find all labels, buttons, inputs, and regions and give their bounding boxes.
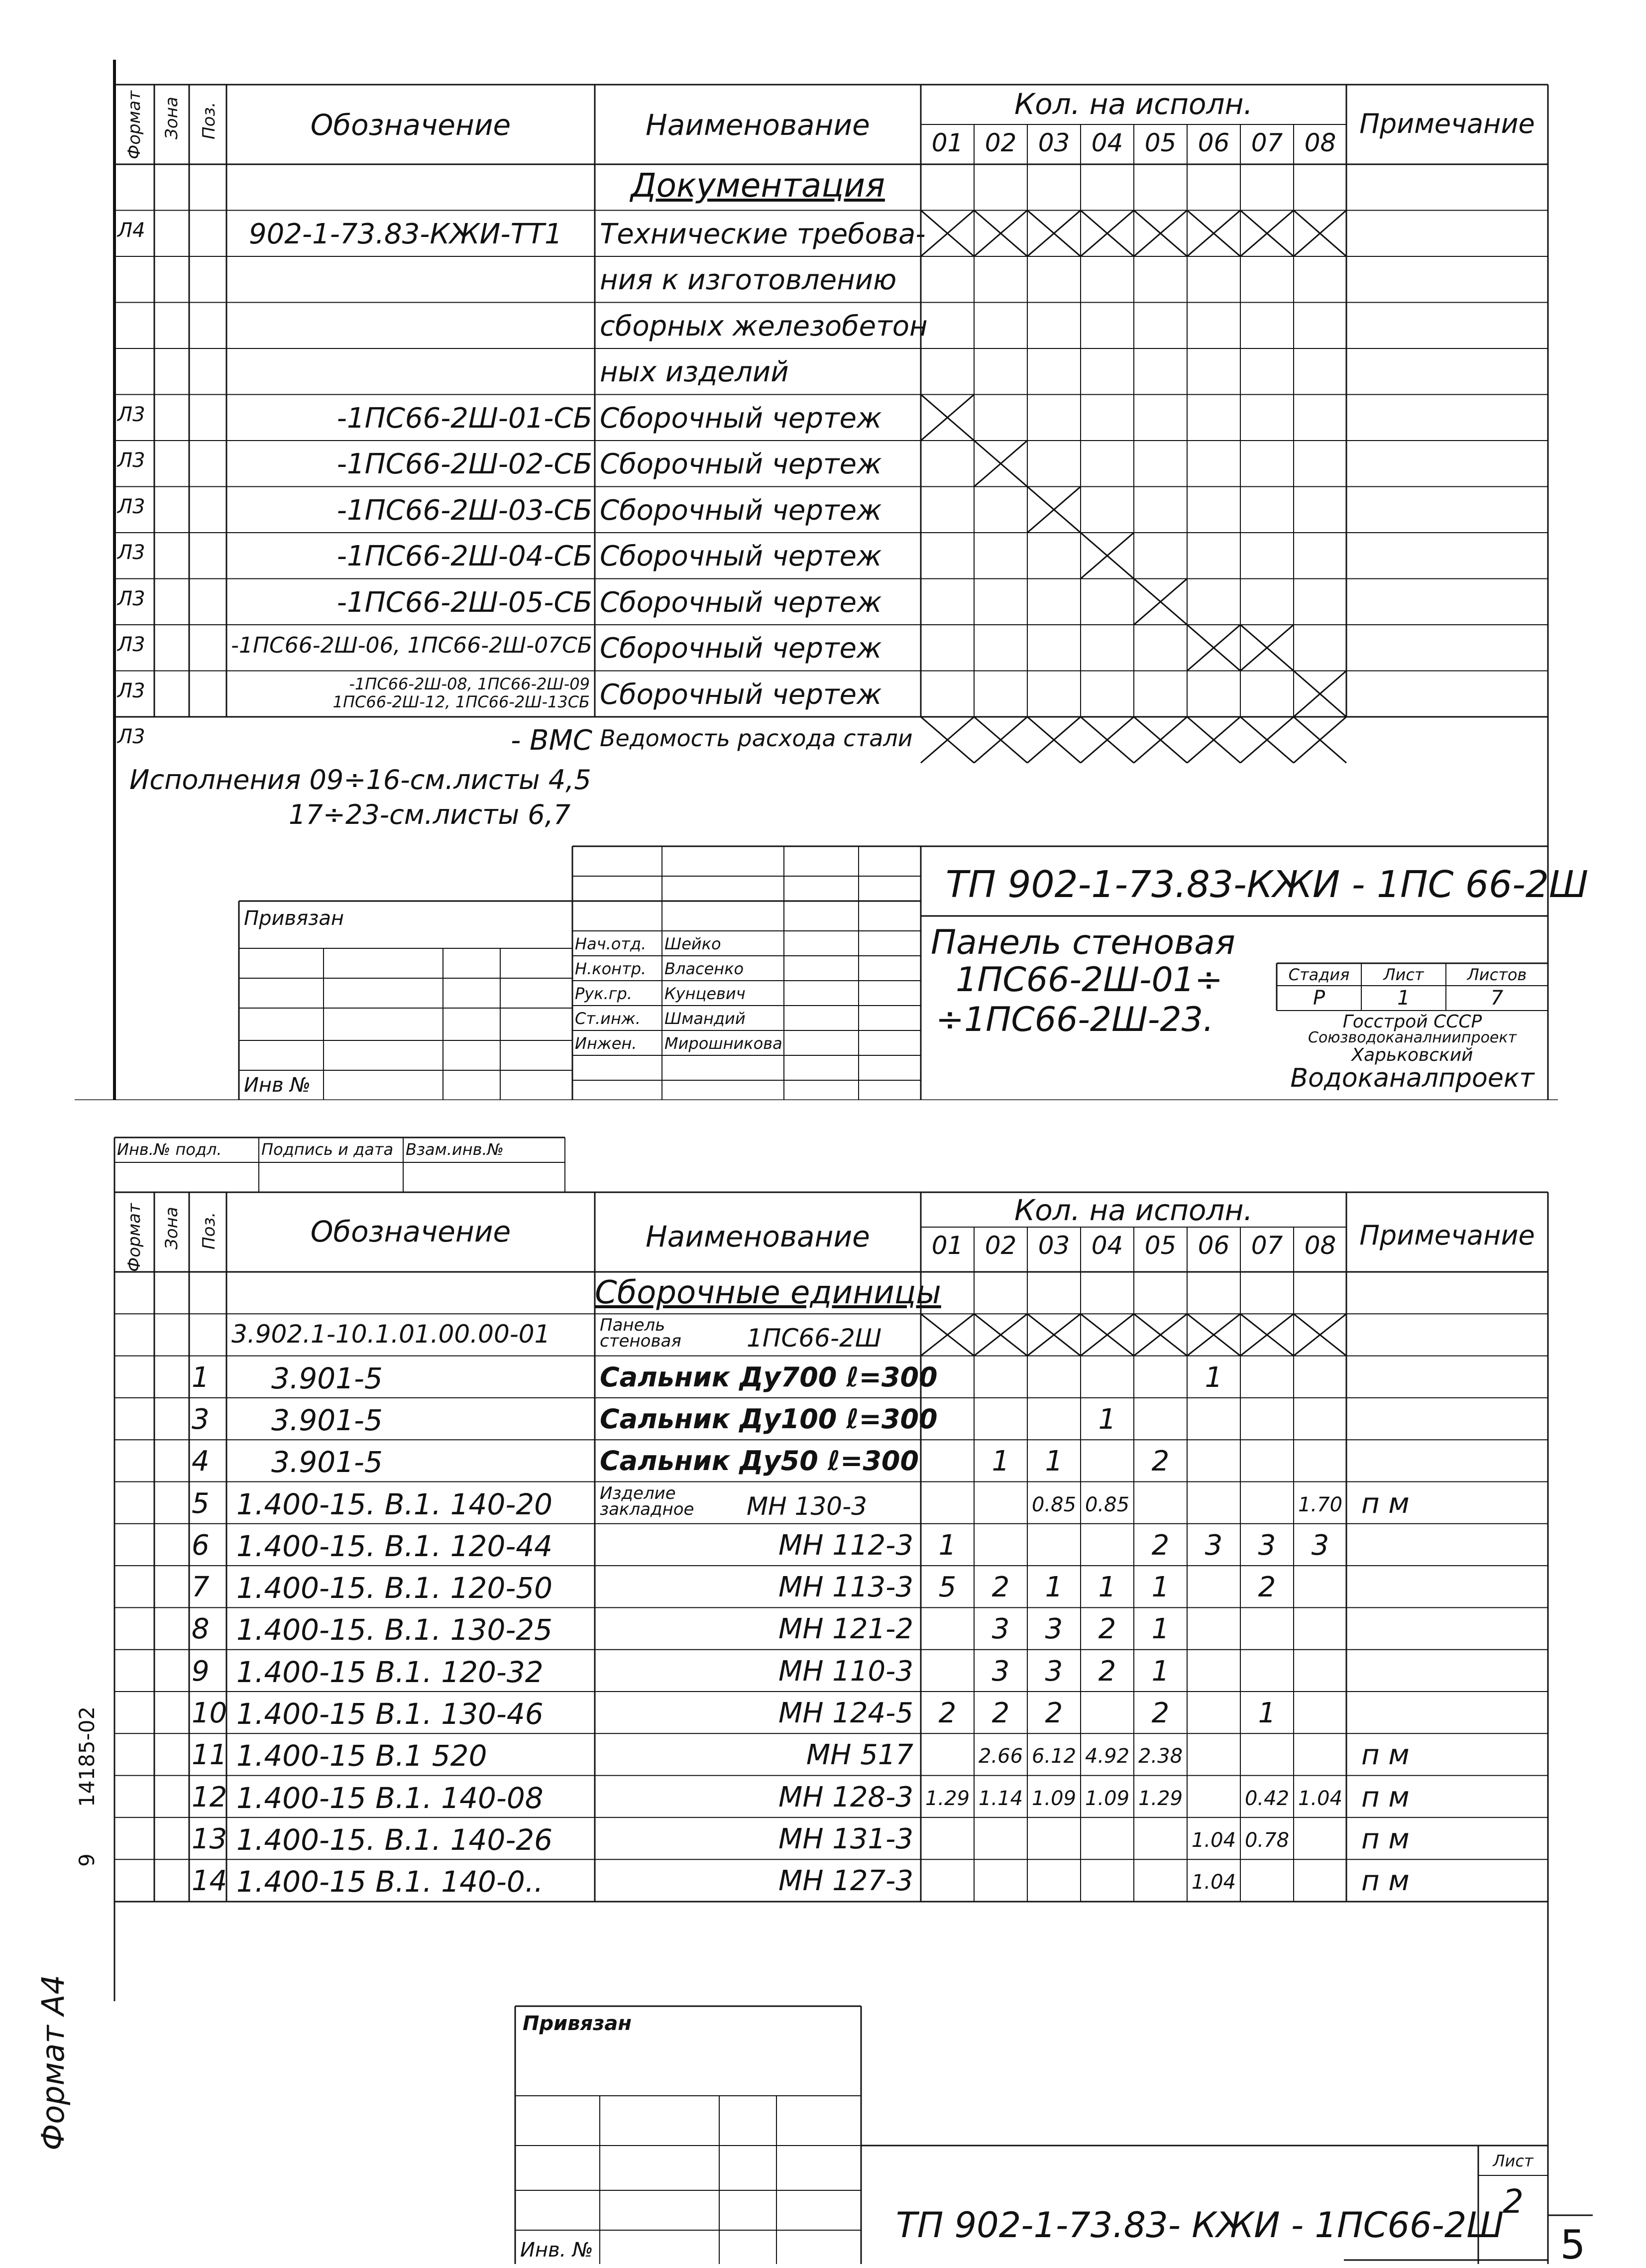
attached-label: Привязан xyxy=(244,907,344,930)
row-note: п м xyxy=(1361,1781,1410,1814)
qty-cell: 1 xyxy=(1098,1403,1116,1436)
row-name: Сборочный чертеж xyxy=(600,448,882,480)
row-name: Сальник Ду100 ℓ=300 xyxy=(600,1403,938,1435)
row-name: ных изделий xyxy=(600,356,789,388)
sheet-value: 1 xyxy=(1397,987,1410,1010)
header-pos: Поз. xyxy=(199,102,219,139)
sheet-label: Лист xyxy=(1383,965,1424,984)
qty-cell: 1 xyxy=(1151,1655,1170,1688)
row-designation: 1.400-15 В.1 520 xyxy=(236,1739,487,1773)
variant-07: 07 xyxy=(1251,128,1283,157)
row-designation: 3.901-5 xyxy=(271,1445,383,1479)
variant-02: 02 xyxy=(985,128,1017,157)
row-designation: - ВМС xyxy=(511,724,592,757)
org-line-4: Водоканалпроект xyxy=(1290,1063,1535,1093)
title-code: ТП 902-1-73.83-КЖИ - 1ПС 66-2Ш xyxy=(946,863,1588,906)
variant-01: 01 xyxy=(931,1231,964,1260)
qty-cell: 4.92 xyxy=(1085,1745,1130,1768)
row-name: МН 110-3 xyxy=(778,1655,913,1688)
row-note: п м xyxy=(1361,1822,1410,1855)
row-pos: 13 xyxy=(192,1822,227,1855)
row-designation: 1.400-15. В.1. 140-26 xyxy=(236,1822,553,1857)
qty-cell: 1 xyxy=(1098,1571,1116,1604)
qty-cell: 2 xyxy=(1258,1571,1276,1604)
row-pos: 6 xyxy=(192,1529,210,1562)
row-name: МН 128-3 xyxy=(778,1781,913,1814)
attached-label-2: Привязан xyxy=(523,2012,632,2035)
row-format: Л3 xyxy=(117,587,145,610)
row-format: Л3 xyxy=(117,633,145,656)
variant-06: 06 xyxy=(1198,1231,1230,1260)
header-format: Формат xyxy=(124,91,144,159)
row-name: МН 517 xyxy=(806,1739,913,1772)
qty-cell: 1.04 xyxy=(1298,1787,1343,1810)
qty-cell: 1 xyxy=(1045,1571,1063,1604)
sheets-value: 7 xyxy=(1490,987,1504,1010)
role-label: Инжен. xyxy=(575,1034,637,1053)
row-pos: 4 xyxy=(192,1445,210,1478)
qty-cell: 1 xyxy=(938,1529,957,1562)
row-name: 1ПС66-2Ш xyxy=(747,1324,882,1353)
qty-cell: 2 xyxy=(1098,1613,1116,1646)
header-designation: Обозначение xyxy=(310,108,511,142)
inv-label: Инв № xyxy=(244,1074,311,1097)
top-label: Подпись и дата xyxy=(261,1140,394,1159)
row-pos: 9 xyxy=(192,1655,210,1688)
org-line-3: Харьковский xyxy=(1351,1045,1473,1065)
header-note: Примечание xyxy=(1359,108,1535,139)
qty-cell: 1.29 xyxy=(925,1787,970,1810)
qty-cell: 0.42 xyxy=(1244,1787,1290,1810)
qty-cell: 2 xyxy=(1045,1697,1063,1729)
row-name: сборных железобетон xyxy=(600,310,928,342)
row-name: ния к изготовлению xyxy=(600,264,897,296)
row-designation: 1.400-15 В.1. 120-32 xyxy=(236,1655,544,1689)
row-pos: 5 xyxy=(192,1487,210,1520)
header-qty-2: Кол. на исполн. xyxy=(1014,1193,1253,1227)
header-zone: Зона xyxy=(162,97,182,139)
qty-cell: 3 xyxy=(991,1613,1010,1646)
qty-cell: 3 xyxy=(1045,1655,1063,1688)
title-line-2: 1ПС66-2Ш-01÷ xyxy=(956,960,1223,1000)
role-label: Рук.гр. xyxy=(575,984,633,1003)
row-pos: 7 xyxy=(192,1571,210,1604)
org-line-2: Союзводоканалниипроект xyxy=(1308,1029,1517,1046)
row-name: Сборочный чертеж xyxy=(600,402,882,435)
role-label: Нач.отд. xyxy=(575,934,647,953)
qty-cell: 2 xyxy=(1098,1655,1116,1688)
row-designation: 1.400-15. В.1. 130-25 xyxy=(236,1613,553,1647)
qty-cell: 3 xyxy=(991,1655,1010,1688)
header-zone-2: Зона xyxy=(162,1207,182,1249)
variant-07: 07 xyxy=(1251,1231,1283,1260)
qty-cell: 1.29 xyxy=(1138,1787,1183,1810)
header-qty: Кол. на исполн. xyxy=(1014,87,1253,121)
code-2: ТП 902-1-73.83- КЖИ - 1ПС66-2Ш xyxy=(896,2205,1504,2246)
row-format: Л3 xyxy=(117,725,145,748)
row-pos: 10 xyxy=(192,1697,227,1729)
qty-cell: 2.66 xyxy=(978,1745,1023,1768)
role-label: Ст.инж. xyxy=(575,1009,641,1028)
variant-08: 08 xyxy=(1304,1231,1336,1260)
header-format-2: Формат xyxy=(124,1203,144,1272)
section-assembly: Сборочные единицы xyxy=(595,1274,941,1311)
header-name-2: Наименование xyxy=(646,1220,870,1253)
variant-06: 06 xyxy=(1198,128,1230,157)
qty-cell: 1 xyxy=(1151,1613,1170,1646)
variant-03: 03 xyxy=(1038,128,1070,157)
title-line-1: Панель стеновая xyxy=(931,923,1235,962)
row-format: Л3 xyxy=(117,541,145,564)
format-note: Формат А4 xyxy=(35,1974,71,2151)
person-name: Кунцевич xyxy=(664,984,746,1003)
qty-cell: 3 xyxy=(1205,1529,1223,1562)
variant-04: 04 xyxy=(1091,128,1123,157)
row-designation: 1ПС66-2Ш-12, 1ПС66-2Ш-13СБ xyxy=(332,692,590,711)
qty-cell: 3 xyxy=(1258,1529,1276,1562)
variant-02: 02 xyxy=(985,1231,1017,1260)
header-name: Наименование xyxy=(646,108,870,142)
row-designation: 3.901-5 xyxy=(271,1361,383,1395)
qty-cell: 1 xyxy=(1205,1361,1223,1394)
row-name-small: Изделие xyxy=(600,1483,676,1503)
qty-cell: 3 xyxy=(1311,1529,1329,1562)
row-designation: 1.400-15 В.1. 140-0.. xyxy=(236,1865,544,1899)
qty-cell: 1 xyxy=(991,1445,1010,1478)
row-name: Сальник Ду700 ℓ=300 xyxy=(600,1361,938,1393)
stage-value: Р xyxy=(1313,987,1325,1010)
notes-line-2: 17÷23-см.листы 6,7 xyxy=(289,799,571,830)
org-line-1: Госстрой СССР xyxy=(1342,1012,1482,1032)
qty-cell: 2 xyxy=(991,1571,1010,1604)
variant-05: 05 xyxy=(1144,1231,1177,1260)
row-name: МН 124-5 xyxy=(778,1697,913,1729)
row-format: Л3 xyxy=(117,679,145,702)
qty-cell: 6.12 xyxy=(1031,1745,1077,1768)
qty-cell: 2 xyxy=(938,1697,957,1729)
row-name: МН 131-3 xyxy=(778,1822,913,1855)
section-documentation: Документация xyxy=(631,166,885,205)
variant-04: 04 xyxy=(1091,1231,1123,1260)
side-number-2: 9 xyxy=(75,1853,99,1867)
qty-cell: 1.09 xyxy=(1085,1787,1130,1810)
row-designation: -1ПС66-2Ш-03-СБ xyxy=(336,494,592,527)
row-name: Технические требова- xyxy=(600,218,926,250)
row-name: МН 113-3 xyxy=(778,1571,913,1604)
sheet-1 xyxy=(0,0,1646,1100)
qty-cell: 0.85 xyxy=(1085,1493,1130,1516)
row-pos: 14 xyxy=(192,1865,227,1898)
sheet-value-2: 2 xyxy=(1503,2182,1524,2221)
row-name: Сборочный чертеж xyxy=(600,540,882,572)
sheet-2 xyxy=(0,1100,1646,2268)
row-note: п м xyxy=(1361,1487,1410,1520)
row-designation: 1.400-15. В.1. 140-20 xyxy=(236,1487,553,1521)
row-designation: 1.400-15 В.1. 130-46 xyxy=(236,1697,544,1731)
row-designation: -1ПС66-2Ш-06, 1ПС66-2Ш-07СБ xyxy=(231,633,592,658)
top-label: Инв.№ подл. xyxy=(117,1140,222,1159)
row-name: Сборочный чертеж xyxy=(600,494,882,527)
row-format: Л3 xyxy=(117,449,145,472)
row-designation: 1.400-15. В.1. 120-50 xyxy=(236,1571,553,1605)
row-format: Л3 xyxy=(117,495,145,518)
qty-cell: 1.09 xyxy=(1031,1787,1077,1810)
page-number: 5 xyxy=(1560,2222,1586,2268)
row-name: МН 127-3 xyxy=(778,1865,913,1898)
row-name: МН 121-2 xyxy=(778,1613,913,1646)
row-designation: 902-1-73.83-КЖИ-ТТ1 xyxy=(249,218,562,250)
variant-05: 05 xyxy=(1144,128,1177,157)
row-name: Сальник Ду50 ℓ=300 xyxy=(600,1445,919,1477)
qty-cell: 2 xyxy=(991,1697,1010,1729)
variant-03: 03 xyxy=(1038,1231,1070,1260)
qty-cell: 1 xyxy=(1045,1445,1063,1478)
qty-cell: 2.38 xyxy=(1138,1745,1183,1768)
qty-cell: 2 xyxy=(1151,1445,1170,1478)
row-format: Л3 xyxy=(117,403,145,426)
row-name: МН 112-3 xyxy=(778,1529,913,1562)
row-name-small: закладное xyxy=(600,1499,694,1519)
variant-08: 08 xyxy=(1304,128,1336,157)
row-name-small: Панель xyxy=(600,1315,665,1336)
row-pos: 8 xyxy=(192,1613,210,1646)
sheet-label-2: Лист xyxy=(1493,2152,1534,2170)
notes-line-1: Исполнения 09÷16-см.листы 4,5 xyxy=(129,764,591,795)
title-line-3: ÷1ПС66-2Ш-23. xyxy=(936,1000,1214,1039)
row-pos: 12 xyxy=(192,1781,227,1814)
row-name: Сборочный чертеж xyxy=(600,678,882,711)
person-name: Власенко xyxy=(664,959,744,978)
row-designation: -1ПС66-2Ш-08, 1ПС66-2Ш-09 xyxy=(349,674,590,693)
variant-01: 01 xyxy=(931,128,964,157)
qty-cell: 1 xyxy=(1258,1697,1276,1729)
row-name: МН 130-3 xyxy=(747,1491,867,1521)
qty-cell: 1.04 xyxy=(1191,1871,1236,1894)
top-label: Взам.инв.№ xyxy=(406,1140,504,1159)
row-name: Ведомость расхода стали xyxy=(600,725,913,752)
row-designation: 3.901-5 xyxy=(271,1403,383,1437)
row-name-small: стеновая xyxy=(600,1331,681,1352)
row-designation: 1.400-15. В.1. 120-44 xyxy=(236,1529,553,1563)
qty-cell: 1.04 xyxy=(1191,1828,1236,1852)
row-name: Сборочный чертеж xyxy=(600,632,882,665)
row-pos: 3 xyxy=(192,1403,210,1436)
row-pos: 1 xyxy=(192,1361,210,1394)
row-designation: 1.400-15 В.1. 140-08 xyxy=(236,1781,544,1815)
row-name: Сборочный чертеж xyxy=(600,586,882,619)
qty-cell: 1 xyxy=(1151,1571,1170,1604)
inv-label-2: Инв. № xyxy=(520,2239,593,2262)
qty-cell: 5 xyxy=(938,1571,957,1604)
row-designation: -1ПС66-2Ш-02-СБ xyxy=(336,448,592,480)
row-note: п м xyxy=(1361,1865,1410,1898)
side-number: 14185-02 xyxy=(75,1706,99,1807)
header-pos-2: Поз. xyxy=(199,1212,219,1249)
sheets-label: Листов xyxy=(1467,965,1527,984)
row-pos: 11 xyxy=(192,1739,227,1772)
qty-cell: 1.70 xyxy=(1298,1493,1343,1516)
row-designation: -1ПС66-2Ш-04-СБ xyxy=(336,540,592,572)
header-note-2: Примечание xyxy=(1359,1220,1535,1251)
role-label: Н.контр. xyxy=(575,959,647,978)
qty-cell: 3 xyxy=(1045,1613,1063,1646)
stage-label: Стадия xyxy=(1288,965,1350,984)
qty-cell: 2 xyxy=(1151,1529,1170,1562)
person-name: Шмандий xyxy=(664,1009,746,1028)
qty-cell: 0.78 xyxy=(1244,1828,1290,1852)
qty-cell: 2 xyxy=(1151,1697,1170,1729)
row-note: п м xyxy=(1361,1739,1410,1772)
qty-cell: 0.85 xyxy=(1031,1493,1077,1516)
header-designation-2: Обозначение xyxy=(310,1215,511,1248)
row-designation: -1ПС66-2Ш-05-СБ xyxy=(336,586,592,619)
person-name: Мирошникова xyxy=(664,1034,782,1053)
row-designation: -1ПС66-2Ш-01-СБ xyxy=(336,402,592,435)
row-designation: 3.902.1-10.1.01.00.00-01 xyxy=(231,1320,550,1349)
person-name: Шейко xyxy=(664,934,721,953)
row-format: Л4 xyxy=(117,219,145,242)
qty-cell: 1.14 xyxy=(978,1787,1023,1810)
